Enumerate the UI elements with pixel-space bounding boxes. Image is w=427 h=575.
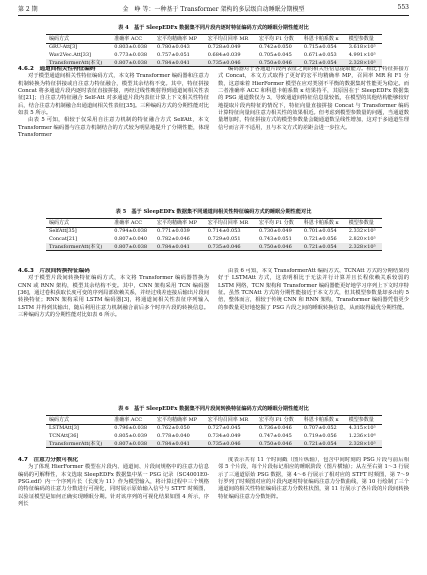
column-header: 准确率 ACC bbox=[114, 36, 143, 43]
table-cell-kappa: 0.719±0.056 bbox=[303, 432, 337, 439]
column-header: 宏平均 F1 分数 bbox=[258, 417, 294, 424]
table-cell-mp: 0.771±0.039 bbox=[157, 228, 190, 235]
table-cell-mp: 0.784±0.041 bbox=[157, 243, 190, 250]
paragraph: 由表 5 可知，相较于仅采用自注意力机制的特征融合方式 SelfAtt，本文 Transformer 编码器与注意力机制结合的方式较为明显地提升了分期性能，体现 Transformer bbox=[18, 117, 209, 139]
column-header: 编码方式 bbox=[49, 417, 70, 424]
table-header-row bbox=[46, 35, 382, 44]
table-row bbox=[46, 440, 382, 448]
table-cell-acc: 0.794±0.038 bbox=[114, 228, 148, 235]
paragraph: 对于模型片段间转换特征编码方式，本文将 Transformer 编码器替换为 CNN 或 RNN 架构，模型其余结构不变。其中，CNN 架构采用 TCN 编码器[36]，通过卷积获取长度可变的序列局部依赖关系，并经过残差连接后输出片段间转换特征；RNN 架构采用 LSTM 编码器[3]，将通道间相关性表征序列输入 LSTM 并得到其输出，随后利用注意力机制融合前后多个时序片段的转换信息。三种编码方式的分期性能对比如表 6 所示。 bbox=[18, 275, 209, 319]
issue-number: 第 2 期 bbox=[18, 6, 38, 13]
paragraph: 编码器对于各通道片段内表征之间的相关性信息提取能力。相比于特征拼接方式 Concat，本文方式取得了更好的宏平均精确率 MP，召回率 MR 和 F1 分数，这意味着 HierFormer 模型在应对类别不平衡的数据集时性能更为稳定。而二者准确率 ACC 和科恩卡帕系数 κ 结果持平，其原因在于 SleepEDFx 数据集的 PSG 通道数仅为 3，导致通道间特征信息量较低，在模型的其他结构能够较好地提取片段内特征的情况下，特征向量直接拼接 Concat 与 Transformer 编码计算特征向量间注意力相关性的效果相近。但考虑到模型参数量的问题，当通道数量增加时，特征拼接方式的模型参数量会随通道数呈线性增加，这对于多通道生理信号而言并不适用，且与本文方式的差距会进一步拉大。 bbox=[218, 66, 409, 131]
table-header-row bbox=[46, 416, 382, 425]
table-cell-kappa: 0.701±0.054 bbox=[303, 228, 337, 235]
table-cell-params: 2.328×10⁵ bbox=[348, 440, 376, 447]
table-cell-kappa: 0.715±0.054 bbox=[303, 44, 337, 51]
table-cell-acc: 0.796±0.038 bbox=[114, 425, 148, 432]
table-cell-mr: 0.727±0.045 bbox=[207, 425, 241, 432]
table-row bbox=[46, 432, 382, 440]
table-cell-name: TransformerAtt(本文) bbox=[49, 244, 103, 251]
table-cell-mr: 0.729±0.051 bbox=[207, 235, 241, 242]
table-cell-name: TransformerAtt(本文) bbox=[49, 60, 103, 67]
section-heading-4-7: 4.7 注意力分数可视化 bbox=[18, 457, 79, 463]
column-header: 宏平均召回率 MR bbox=[207, 417, 249, 424]
table-cell-kappa: 0.707±0.052 bbox=[303, 425, 337, 432]
paragraph: 为了体现 HierFormer 模型在片段内、通道间、片段间规格中的注意力信息编码的可解释性，本文选取 SleepEDFx 数据集中某一 PSG 记录（SC4001E0-PSG.edf）内一个序列片长（长度为 11）作为模型输入，将计算过程中三个规格的特征编码的注意力分数进行可视化，同时展示原始输入信号与 STFT 时频图，以验证模型是如何正确实现睡眠分期。针对该序列的可视化结果如图 4 所示，序列长 bbox=[18, 464, 209, 508]
column-header: 编码方式 bbox=[49, 220, 70, 227]
table-cell-name: LSTMAtt[3] bbox=[49, 425, 79, 432]
table-cell-f1: 0.736±0.046 bbox=[258, 425, 292, 432]
section-heading-4-6-3: 4.6.3 片段间转换特征编码 bbox=[18, 268, 90, 274]
table5-caption: 表 5 基于 SleepEDFx 数据集不同通道间相关性特征编码方式的睡眠分期性能对比 bbox=[115, 209, 312, 215]
table6-caption: 表 6 基于 SleepEDFx 数据集不同片段间转换特征编码方式的睡眠分期性能对比 bbox=[118, 406, 309, 412]
left-column-block-2 bbox=[18, 268, 209, 380]
table-cell-kappa: 0.721±0.054 bbox=[303, 243, 337, 250]
table-cell-params: 1.236×10⁶ bbox=[348, 432, 376, 439]
paragraph: 由表 6 可知，本文 TransformerAtt 编码方式、TCNAtt 方式的分期结果均好于 LSTMAtt 方式，这表明相比于无法并行计算并且长程依赖关系较弱的 LSTM 网络，TCN 架构和 Transformer 编码器能更好地学习序列上下文时序特征。虽然 TCNAtt 方式的分期性能接近于本文方式，但其模型参数量却多出约 5 倍，整体而言，相较于传统 CNN 和 RNN 架构，Transformer 编码器凭借更少的参数量更好地挖掘了 PSG 片段之间的睡眠转换信息，从而取得最优分期性能。 bbox=[218, 268, 409, 311]
table-cell-acc: 0.807±0.038 bbox=[114, 59, 148, 66]
table-row bbox=[46, 235, 382, 243]
table-row bbox=[46, 424, 382, 432]
table-cell-name: TCNAtt[36] bbox=[49, 432, 79, 439]
table-header-row bbox=[46, 219, 382, 228]
table-cell-acc: 0.807±0.040 bbox=[114, 235, 148, 242]
right-column-block-3 bbox=[218, 457, 409, 569]
right-column-block-1 bbox=[218, 66, 409, 186]
header-rule bbox=[18, 15, 409, 16]
table5 bbox=[46, 218, 382, 251]
column-header: 模型参数量 bbox=[348, 36, 374, 43]
section-heading-4-6-2: 4.6.2 通道间相关性特征编码 bbox=[18, 66, 96, 72]
table-cell-name: Concat[21] bbox=[49, 235, 78, 242]
table-row bbox=[46, 43, 382, 51]
right-column-block-2 bbox=[218, 268, 409, 380]
table-row bbox=[46, 243, 382, 251]
table-cell-mp: 0.757±0.051 bbox=[157, 51, 190, 58]
table-cell-params: 2.328×10⁵ bbox=[348, 243, 376, 250]
table-cell-mr: 0.735±0.046 bbox=[207, 243, 241, 250]
table-cell-kappa: 0.721±0.056 bbox=[303, 235, 337, 242]
paragraph: 对于模型通道间相关性特征编码方式，本文将 Transformer 编码器和注意力机制转换为特征拼接或自注意力特征融合，模型其余结构不变。其中，特征拼接 Concat 将多通道片段内逐时表征直接拼接，再经过线性映射得到通道间相关性表征[21]；自注意力特征融合 Self-Att 对多通道片段内表征计算上下文相关性特征后，结合注意力机制融合出通道间相关性表征[35]。三种编码方式的分期性能对比如表 5 所示。 bbox=[18, 73, 209, 117]
table-cell-mr: 0.735±0.046 bbox=[207, 59, 241, 66]
table-cell-mp: 0.784±0.041 bbox=[157, 59, 190, 66]
column-header: 宏平均召回率 MR bbox=[207, 220, 249, 227]
table-cell-f1: 0.747±0.045 bbox=[258, 432, 292, 439]
column-header: 模型参数量 bbox=[348, 417, 374, 424]
table-cell-mr: 0.728±0.049 bbox=[207, 44, 241, 51]
table-cell-acc: 0.807±0.038 bbox=[114, 243, 148, 250]
table-cell-mp: 0.778±0.040 bbox=[157, 432, 190, 439]
column-header: 科恩卡帕系数 κ bbox=[303, 417, 339, 424]
column-header: 编码方式 bbox=[49, 36, 70, 43]
column-header: 宏平均 F1 分数 bbox=[258, 220, 294, 227]
table-cell-name: GRU-Att[3] bbox=[49, 44, 78, 51]
table4-caption: 表 4 基于 SleepEDFx 数据集不同片段内逐时特征编码方式的睡眠分期性能对比 bbox=[118, 25, 309, 31]
table-cell-name: TransformerAtt(本文) bbox=[49, 441, 103, 448]
page-number: 553 bbox=[397, 4, 409, 11]
left-column-block-1 bbox=[18, 66, 209, 186]
table-cell-f1: 0.730±0.049 bbox=[258, 228, 292, 235]
table-cell-name: SelfAtt[35] bbox=[49, 228, 77, 235]
table-cell-mr: 0.714±0.053 bbox=[207, 228, 241, 235]
table-cell-mr: 0.735±0.046 bbox=[207, 440, 241, 447]
table-cell-mp: 0.784±0.041 bbox=[157, 440, 190, 447]
column-header: 模型参数量 bbox=[348, 220, 374, 227]
column-header: 准确率 ACC bbox=[114, 417, 143, 424]
column-header: 科恩卡帕系数 κ bbox=[303, 36, 339, 43]
column-header: 宏平均精确率 MP bbox=[157, 36, 198, 43]
table-cell-params: 2.820×10⁵ bbox=[348, 235, 376, 242]
table-cell-kappa: 0.721±0.054 bbox=[303, 440, 337, 447]
table-cell-mr: 0.684±0.039 bbox=[207, 51, 241, 58]
column-header: 宏平均召回率 MR bbox=[207, 36, 249, 43]
table-cell-f1: 0.705±0.045 bbox=[258, 51, 292, 58]
table4 bbox=[46, 34, 382, 67]
table-cell-f1: 0.750±0.046 bbox=[258, 243, 292, 250]
table-cell-mp: 0.762±0.050 bbox=[157, 425, 190, 432]
table-row bbox=[46, 227, 382, 235]
table-cell-mr: 0.734±0.049 bbox=[207, 432, 241, 439]
table-cell-params: 2.332×10⁵ bbox=[348, 228, 376, 235]
table-cell-mp: 0.780±0.043 bbox=[157, 44, 190, 51]
table-cell-params: 3.618×10⁵ bbox=[348, 44, 376, 51]
table-cell-kappa: 0.721±0.054 bbox=[303, 59, 337, 66]
table-cell-params: 4.315×10⁵ bbox=[348, 425, 376, 432]
table-cell-acc: 0.803±0.038 bbox=[114, 44, 148, 51]
table-cell-params: 2.328×10⁵ bbox=[348, 59, 376, 66]
table-cell-acc: 0.805±0.039 bbox=[114, 432, 148, 439]
table-cell-f1: 0.742±0.050 bbox=[258, 44, 292, 51]
table-cell-kappa: 0.671±0.053 bbox=[303, 51, 337, 58]
table-cell-f1: 0.750±0.046 bbox=[258, 59, 292, 66]
table-cell-f1: 0.743±0.051 bbox=[258, 235, 292, 242]
column-header: 宏平均精确率 MP bbox=[157, 220, 198, 227]
paragraph: 度表示共有 11 个时间戳（图片纵轴），包含中间时刻的 PSG 片段与前后相邻 5 个片段，每个片段标记相应的睡眠阶段（图片横轴）；从左至右第 1～3 行展示了三通道原始 PSG 数据，第 4～6 行展示了相对应的 STFT 时频图，第 7～9 行罗列了时频图对应的片段内逐时特征编码注意力分数曲线，第 10 行绘制了三个通道间的相关性特征编码注意力分数柱状图，第 11 行展示了各片段的片段间转换特征编码注意力分数矩阵。 bbox=[218, 457, 409, 500]
table-cell-params: 4.991×10⁵ bbox=[348, 51, 376, 58]
column-header: 准确率 ACC bbox=[114, 220, 143, 227]
column-header: 宏平均精确率 MP bbox=[157, 417, 198, 424]
table-row bbox=[46, 51, 382, 59]
column-header: 宏平均 F1 分数 bbox=[258, 36, 294, 43]
table-cell-acc: 0.773±0.038 bbox=[114, 51, 148, 58]
table-cell-f1: 0.750±0.046 bbox=[258, 440, 292, 447]
running-title: 金 峥 等：一种基于 Transformer 架构的多层级自动睡眠分期模型 bbox=[122, 6, 305, 13]
column-header: 科恩卡帕系数 κ bbox=[303, 220, 339, 227]
table-cell-acc: 0.807±0.038 bbox=[114, 440, 148, 447]
table6 bbox=[46, 415, 382, 448]
table-cell-name: Wav2Vec.Att[33] bbox=[49, 51, 91, 58]
left-column-block-3 bbox=[18, 457, 209, 569]
table-cell-mp: 0.782±0.046 bbox=[157, 235, 190, 242]
